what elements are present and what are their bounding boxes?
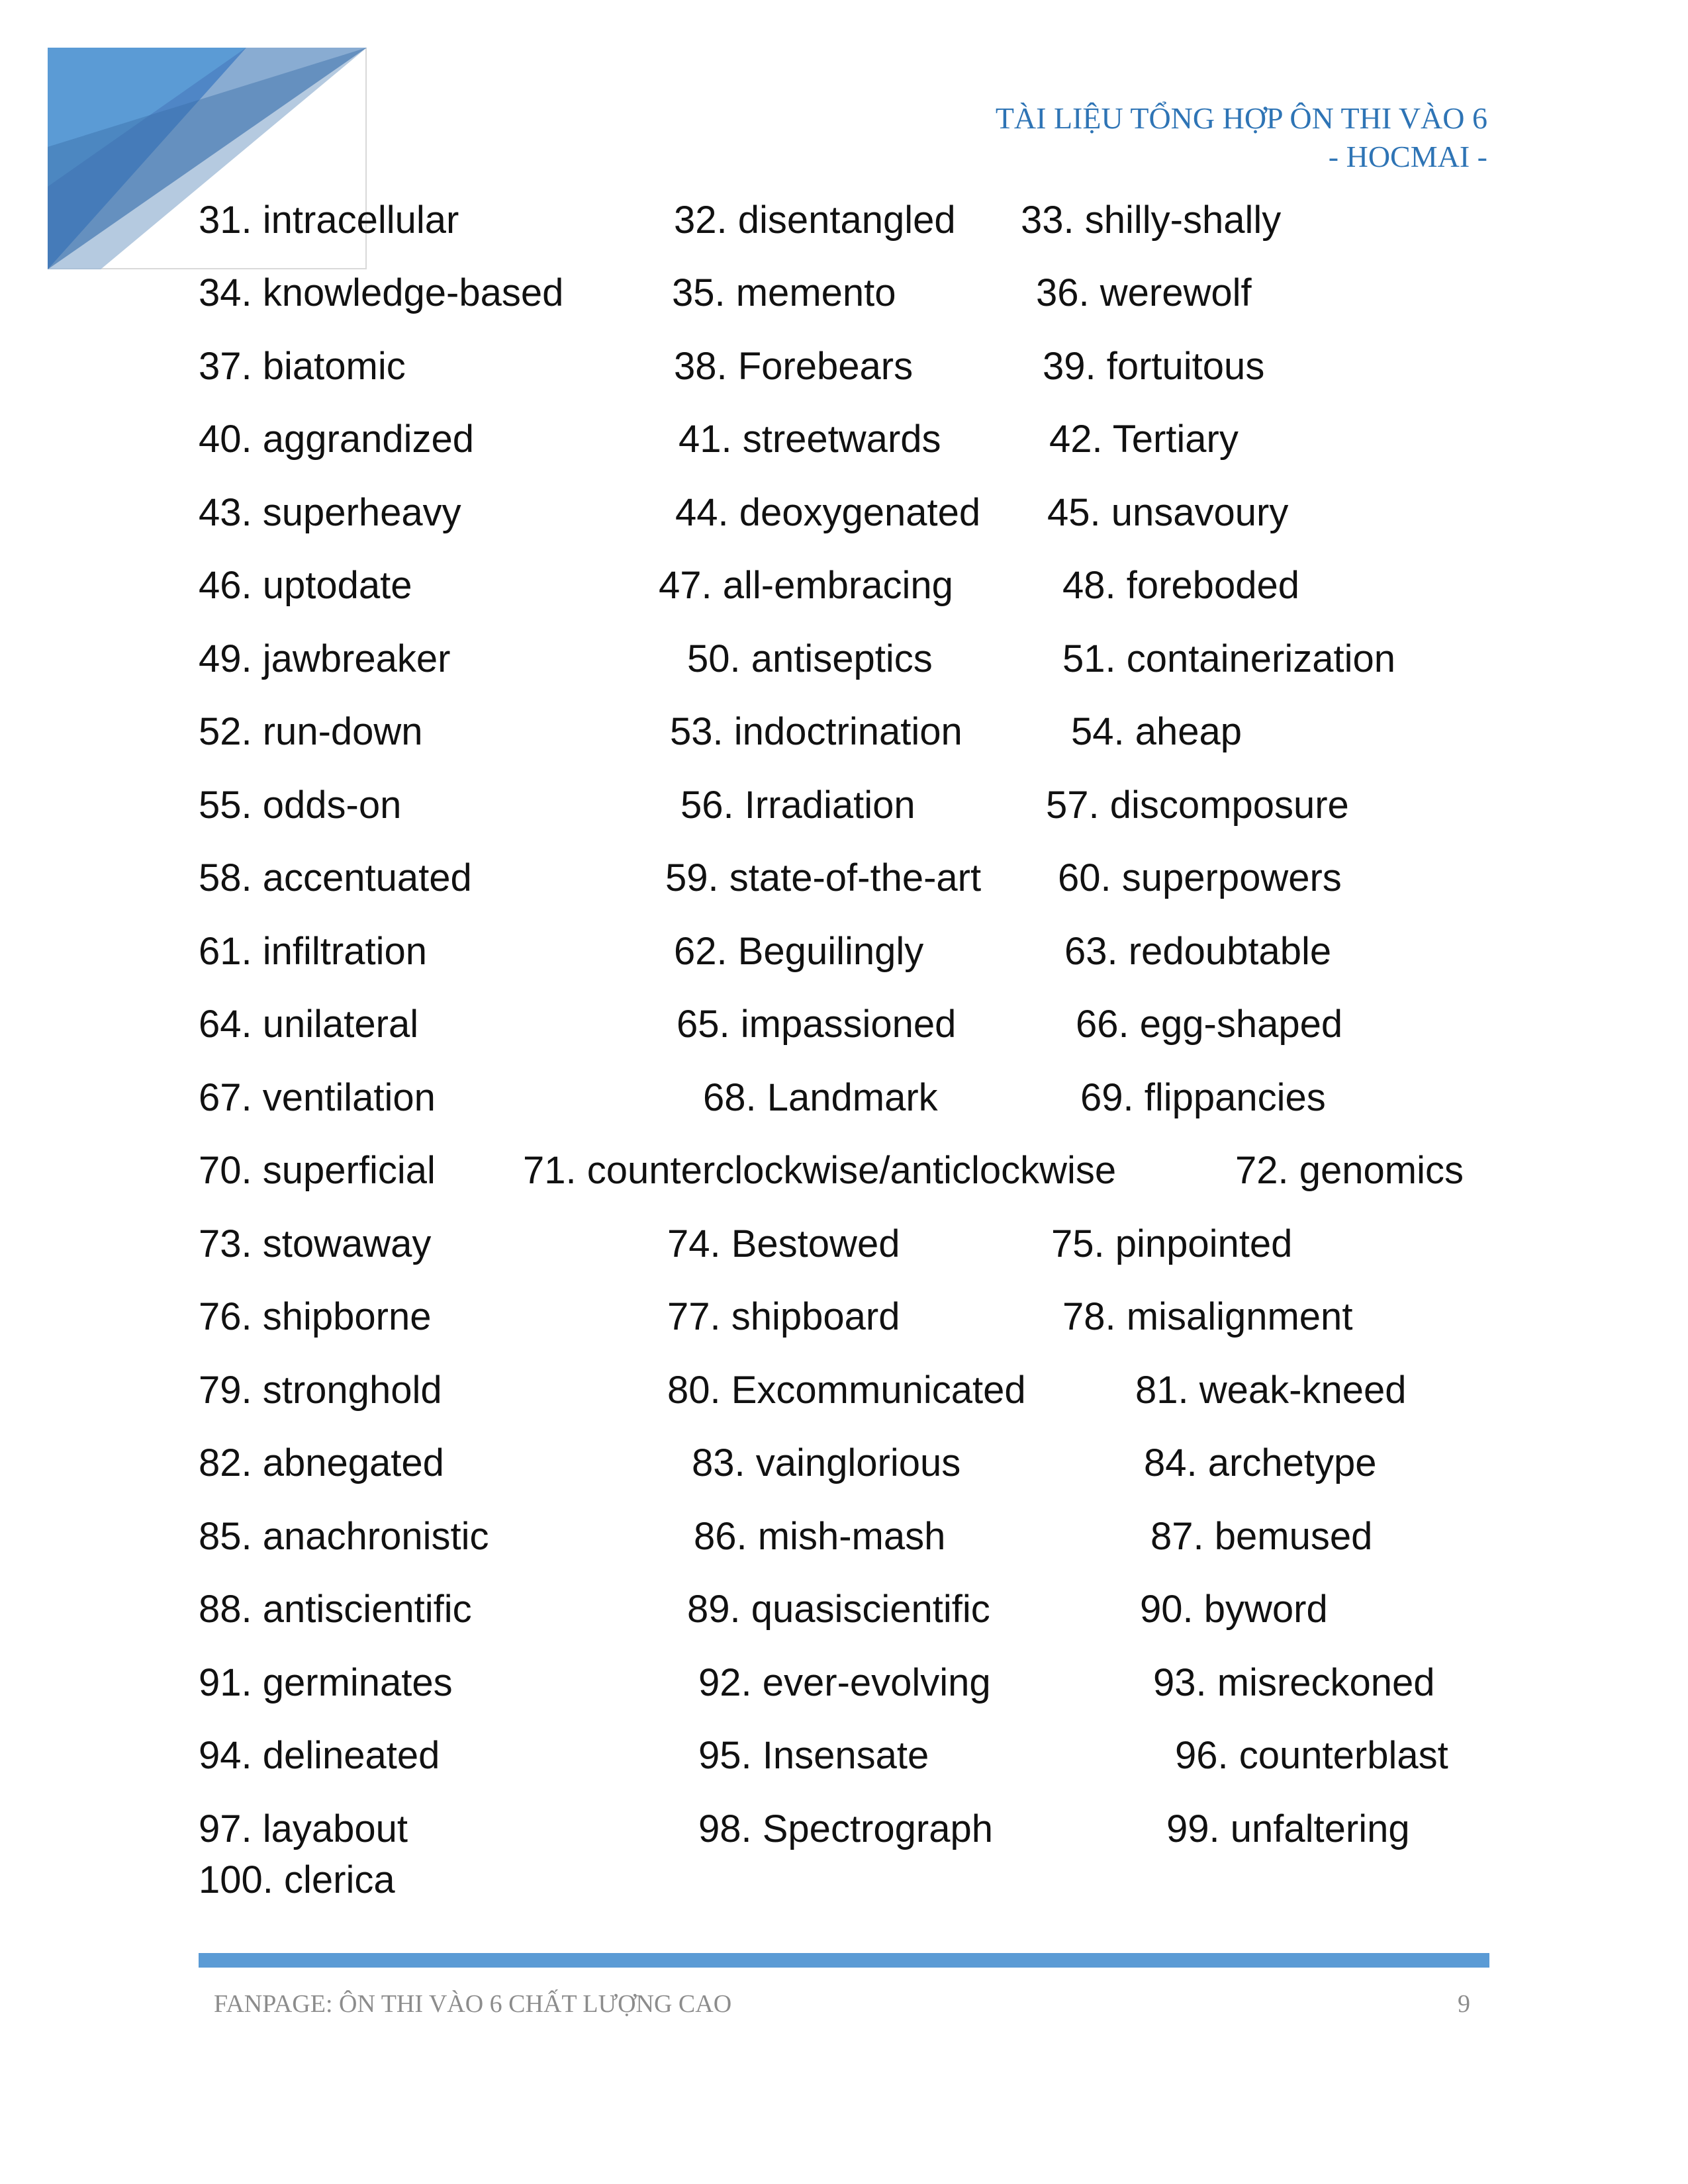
answer-item: 83. vainglorious bbox=[692, 1441, 961, 1484]
answer-item: 37. biatomic bbox=[199, 345, 406, 388]
answer-item: 72. genomics bbox=[1235, 1149, 1464, 1192]
answer-item: 79. stronghold bbox=[199, 1369, 442, 1412]
answer-item: 85. anachronistic bbox=[199, 1515, 489, 1558]
answer-item: 99. unfaltering bbox=[1166, 1807, 1410, 1850]
answer-item: 38. Forebears bbox=[674, 345, 914, 388]
answer-item: 91. germinates bbox=[199, 1661, 453, 1704]
answer-item: 49. jawbreaker bbox=[199, 637, 451, 680]
answer-item: 42. Tertiary bbox=[1049, 418, 1239, 461]
answer-item: 31. intracellular bbox=[199, 199, 459, 242]
answer-item: 78. misalignment bbox=[1062, 1295, 1353, 1338]
answer-item: 53. indoctrination bbox=[670, 710, 962, 753]
answer-item: 90. byword bbox=[1140, 1588, 1328, 1631]
answer-item: 32. disentangled bbox=[674, 199, 956, 242]
answer-item: 88. antiscientific bbox=[199, 1588, 472, 1631]
answer-item: 62. Beguilingly bbox=[674, 930, 924, 973]
footer-fanpage: FANPAGE: ÔN THI VÀO 6 CHẤT LƯỢNG CAO bbox=[214, 1990, 732, 2018]
answer-item: 40. aggrandized bbox=[199, 418, 474, 461]
answer-item: 46. uptodate bbox=[199, 564, 412, 607]
answer-item: 76. shipborne bbox=[199, 1295, 432, 1338]
footer-rule bbox=[199, 1953, 1489, 1968]
answer-item: 45. unsavoury bbox=[1047, 491, 1289, 534]
answer-item: 61. infiltration bbox=[199, 930, 427, 973]
answer-item: 63. redoubtable bbox=[1064, 930, 1332, 973]
answer-item: 56. Irradiation bbox=[680, 784, 915, 827]
answer-item: 57. discomposure bbox=[1046, 784, 1349, 827]
answer-item: 60. superpowers bbox=[1058, 856, 1342, 899]
answer-item: 67. ventilation bbox=[199, 1076, 436, 1119]
answer-item: 36. werewolf bbox=[1036, 271, 1252, 314]
answer-item: 84. archetype bbox=[1144, 1441, 1377, 1484]
answer-item: 52. run-down bbox=[199, 710, 423, 753]
answer-item: 44. deoxygenated bbox=[675, 491, 981, 534]
header-subtitle: - HOCMAI - bbox=[1328, 140, 1487, 173]
answer-item: 54. aheap bbox=[1071, 710, 1243, 753]
answer-item: 100. clerica bbox=[199, 1858, 395, 1901]
answer-item: 77. shipboard bbox=[667, 1295, 900, 1338]
answer-item: 89. quasiscientific bbox=[687, 1588, 990, 1631]
answer-item: 74. Bestowed bbox=[667, 1222, 900, 1265]
answer-item: 65. impassioned bbox=[677, 1003, 957, 1046]
answer-item: 73. stowaway bbox=[199, 1222, 432, 1265]
answer-item: 50. antiseptics bbox=[687, 637, 933, 680]
answer-item: 55. odds-on bbox=[199, 784, 402, 827]
answer-item: 34. knowledge-based bbox=[199, 271, 564, 314]
answer-item: 95. Insensate bbox=[698, 1734, 929, 1777]
answer-item: 69. flippancies bbox=[1080, 1076, 1326, 1119]
answer-item: 47. all-embracing bbox=[659, 564, 953, 607]
page-number: 9 bbox=[1458, 1990, 1470, 2018]
answer-item: 66. egg-shaped bbox=[1076, 1003, 1343, 1046]
answer-item: 51. containerization bbox=[1062, 637, 1395, 680]
answer-item: 41. streetwards bbox=[679, 418, 941, 461]
header-title: TÀI LIỆU TỔNG HỢP ÔN THI VÀO 6 bbox=[995, 101, 1487, 135]
answer-item: 92. ever-evolving bbox=[698, 1661, 991, 1704]
answer-item: 43. superheavy bbox=[199, 491, 461, 534]
answer-item: 68. Landmark bbox=[703, 1076, 938, 1119]
answer-item: 48. foreboded bbox=[1062, 564, 1299, 607]
answer-item: 75. pinpointed bbox=[1051, 1222, 1293, 1265]
answer-item: 80. Excommunicated bbox=[667, 1369, 1026, 1412]
answer-item: 93. misreckoned bbox=[1153, 1661, 1435, 1704]
answer-item: 64. unilateral bbox=[199, 1003, 419, 1046]
answer-item: 59. state-of-the-art bbox=[665, 856, 982, 899]
answer-item: 94. delineated bbox=[199, 1734, 440, 1777]
answer-item: 81. weak-kneed bbox=[1135, 1369, 1407, 1412]
answer-item: 39. fortuitous bbox=[1043, 345, 1265, 388]
answer-item: 87. bemused bbox=[1150, 1515, 1373, 1558]
answer-item: 82. abnegated bbox=[199, 1441, 444, 1484]
document-header bbox=[996, 99, 1487, 176]
answer-item: 35. memento bbox=[672, 271, 896, 314]
answer-item: 86. mish-mash bbox=[694, 1515, 946, 1558]
answer-item: 98. Spectrograph bbox=[698, 1807, 993, 1850]
answer-item: 96. counterblast bbox=[1175, 1734, 1448, 1777]
answer-item: 71. counterclockwise/anticlockwise bbox=[523, 1149, 1117, 1192]
answer-item: 70. superficial bbox=[199, 1149, 436, 1192]
answer-item: 58. accentuated bbox=[199, 856, 472, 899]
answer-item: 97. layabout bbox=[199, 1807, 408, 1850]
answer-item: 33. shilly-shally bbox=[1021, 199, 1282, 242]
